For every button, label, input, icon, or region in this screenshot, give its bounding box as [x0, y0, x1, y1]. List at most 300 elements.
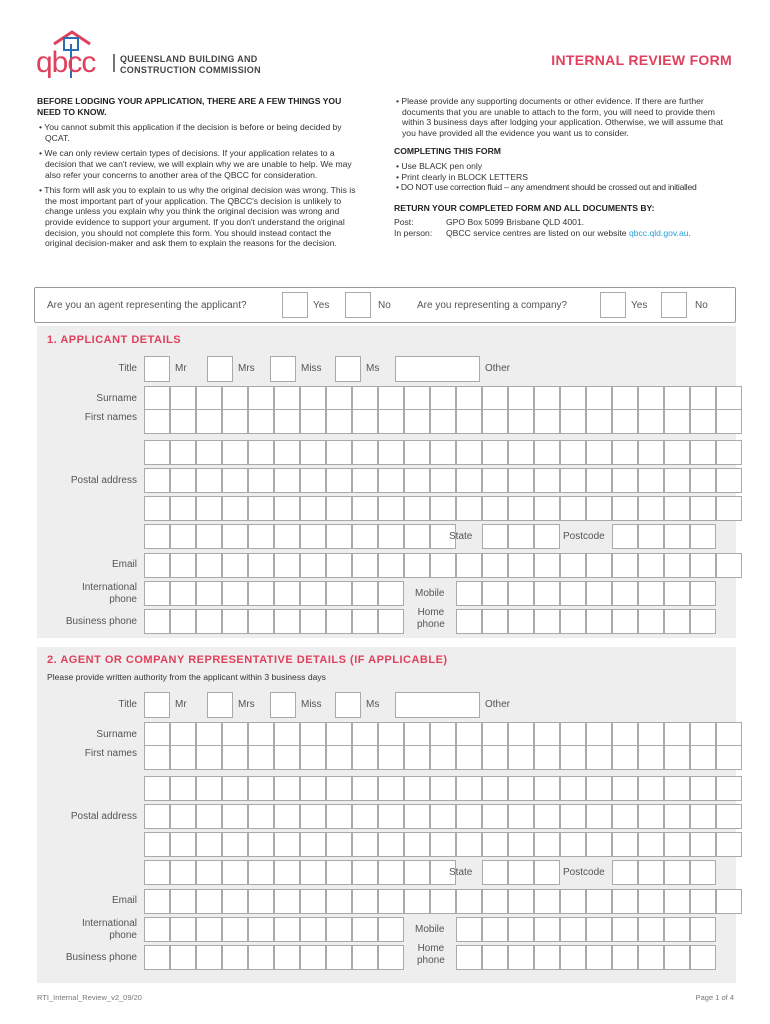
- applicant-surname-box[interactable]: [586, 386, 612, 411]
- agent-mobile-box[interactable]: [456, 917, 482, 942]
- agent-first-names-box[interactable]: [456, 745, 482, 770]
- applicant-first-names-box[interactable]: [248, 440, 274, 465]
- applicant-home-phone-box[interactable]: [612, 609, 638, 634]
- agent-business-phone-box[interactable]: [222, 945, 248, 970]
- agent-email-box[interactable]: [196, 889, 222, 914]
- applicant-email-box[interactable]: [534, 553, 560, 578]
- applicant-first-names-box[interactable]: [430, 409, 456, 434]
- applicant-postal-box[interactable]: [274, 496, 300, 521]
- agent-email-box[interactable]: [456, 889, 482, 914]
- agent-email-box[interactable]: [638, 889, 664, 914]
- agent-email-box[interactable]: [352, 889, 378, 914]
- applicant-surname-box[interactable]: [378, 386, 404, 411]
- agent-postal-box[interactable]: [690, 832, 716, 857]
- applicant-postal-box[interactable]: [170, 468, 196, 493]
- agent-intl-phone-box[interactable]: [352, 917, 378, 942]
- applicant-first-names-box[interactable]: [716, 440, 742, 465]
- applicant-email-box[interactable]: [482, 553, 508, 578]
- applicant-postcode-box[interactable]: [612, 524, 638, 549]
- applicant-postal-box[interactable]: [664, 468, 690, 493]
- agent-surname-box[interactable]: [248, 722, 274, 747]
- agent-first-names-box[interactable]: [612, 745, 638, 770]
- applicant-postal-box[interactable]: [664, 496, 690, 521]
- agent-surname-box[interactable]: [508, 722, 534, 747]
- applicant-email-box[interactable]: [638, 553, 664, 578]
- applicant-home-phone-box[interactable]: [456, 609, 482, 634]
- applicant-title-other-input[interactable]: [395, 356, 480, 382]
- agent-surname-box[interactable]: [274, 722, 300, 747]
- applicant-postal-box[interactable]: [248, 524, 274, 549]
- applicant-postal-box[interactable]: [482, 468, 508, 493]
- agent-home-phone-box[interactable]: [508, 945, 534, 970]
- agent-first-names-box[interactable]: [534, 776, 560, 801]
- applicant-postal-box[interactable]: [690, 468, 716, 493]
- agent-postal-box[interactable]: [456, 804, 482, 829]
- agent-postal-box[interactable]: [326, 832, 352, 857]
- agent-postal-box[interactable]: [716, 804, 742, 829]
- agent-first-names-box[interactable]: [430, 745, 456, 770]
- agent-mobile-box[interactable]: [560, 917, 586, 942]
- applicant-postal-box[interactable]: [144, 468, 170, 493]
- applicant-surname-box[interactable]: [274, 386, 300, 411]
- applicant-home-phone-box[interactable]: [690, 609, 716, 634]
- applicant-postal-box[interactable]: [300, 524, 326, 549]
- agent-postal-box[interactable]: [430, 832, 456, 857]
- agent-postcode-box[interactable]: [612, 860, 638, 885]
- agent-surname-box[interactable]: [612, 722, 638, 747]
- agent-home-phone-box[interactable]: [456, 945, 482, 970]
- agent-surname-box[interactable]: [456, 722, 482, 747]
- applicant-postal-box[interactable]: [430, 468, 456, 493]
- applicant-email-box[interactable]: [300, 553, 326, 578]
- agent-email-box[interactable]: [534, 889, 560, 914]
- applicant-email-box[interactable]: [690, 553, 716, 578]
- applicant-business-phone-box[interactable]: [300, 609, 326, 634]
- applicant-first-names-box[interactable]: [326, 440, 352, 465]
- applicant-business-phone-box[interactable]: [222, 609, 248, 634]
- applicant-first-names-box[interactable]: [560, 440, 586, 465]
- agent-mobile-box[interactable]: [612, 917, 638, 942]
- agent-mobile-box[interactable]: [638, 917, 664, 942]
- agent-first-names-box[interactable]: [664, 745, 690, 770]
- agent-intl-phone-box[interactable]: [222, 917, 248, 942]
- applicant-surname-box[interactable]: [222, 386, 248, 411]
- applicant-mobile-box[interactable]: [508, 581, 534, 606]
- agent-postal-box[interactable]: [378, 832, 404, 857]
- agent-postal-box[interactable]: [300, 832, 326, 857]
- agent-first-names-box[interactable]: [482, 776, 508, 801]
- applicant-intl-phone-box[interactable]: [378, 581, 404, 606]
- agent-postal-box[interactable]: [274, 804, 300, 829]
- agent-postal-box[interactable]: [352, 804, 378, 829]
- agent-surname-box[interactable]: [482, 722, 508, 747]
- agent-mobile-box[interactable]: [534, 917, 560, 942]
- agent-intl-phone-box[interactable]: [326, 917, 352, 942]
- agent-postal-box[interactable]: [378, 860, 404, 885]
- agent-email-box[interactable]: [378, 889, 404, 914]
- agent-first-names-box[interactable]: [690, 776, 716, 801]
- agent-postal-box[interactable]: [560, 832, 586, 857]
- applicant-postal-box[interactable]: [430, 496, 456, 521]
- applicant-first-names-box[interactable]: [690, 440, 716, 465]
- applicant-postal-box[interactable]: [508, 496, 534, 521]
- agent-first-names-box[interactable]: [196, 776, 222, 801]
- applicant-first-names-box[interactable]: [274, 440, 300, 465]
- applicant-first-names-box[interactable]: [170, 440, 196, 465]
- agent-postal-box[interactable]: [326, 860, 352, 885]
- applicant-email-box[interactable]: [378, 553, 404, 578]
- agent-first-names-box[interactable]: [534, 745, 560, 770]
- agent-email-box[interactable]: [508, 889, 534, 914]
- applicant-first-names-box[interactable]: [664, 409, 690, 434]
- agent-postal-box[interactable]: [144, 860, 170, 885]
- agent-surname-box[interactable]: [378, 722, 404, 747]
- applicant-mobile-box[interactable]: [534, 581, 560, 606]
- applicant-postal-box[interactable]: [404, 524, 430, 549]
- agent-title-miss-checkbox[interactable]: [270, 692, 296, 718]
- agent-first-names-box[interactable]: [144, 776, 170, 801]
- applicant-state-box[interactable]: [508, 524, 534, 549]
- agent-home-phone-box[interactable]: [534, 945, 560, 970]
- applicant-title-mr-checkbox[interactable]: [144, 356, 170, 382]
- agent-postal-box[interactable]: [144, 832, 170, 857]
- applicant-mobile-box[interactable]: [664, 581, 690, 606]
- agent-postal-box[interactable]: [534, 804, 560, 829]
- applicant-postal-box[interactable]: [586, 496, 612, 521]
- applicant-first-names-box[interactable]: [222, 409, 248, 434]
- applicant-postal-box[interactable]: [170, 496, 196, 521]
- applicant-first-names-box[interactable]: [378, 409, 404, 434]
- applicant-surname-box[interactable]: [196, 386, 222, 411]
- agent-home-phone-box[interactable]: [560, 945, 586, 970]
- applicant-surname-box[interactable]: [534, 386, 560, 411]
- agent-intl-phone-box[interactable]: [248, 917, 274, 942]
- agent-postal-box[interactable]: [482, 832, 508, 857]
- applicant-postal-box[interactable]: [716, 468, 742, 493]
- agent-postal-box[interactable]: [586, 804, 612, 829]
- applicant-first-names-box[interactable]: [508, 409, 534, 434]
- agent-email-box[interactable]: [586, 889, 612, 914]
- applicant-postal-box[interactable]: [404, 496, 430, 521]
- applicant-surname-box[interactable]: [690, 386, 716, 411]
- agent-first-names-box[interactable]: [690, 745, 716, 770]
- agent-first-names-box[interactable]: [716, 745, 742, 770]
- agent-first-names-box[interactable]: [508, 776, 534, 801]
- applicant-postal-box[interactable]: [378, 496, 404, 521]
- applicant-surname-box[interactable]: [352, 386, 378, 411]
- agent-no-checkbox[interactable]: [345, 292, 371, 318]
- applicant-postal-box[interactable]: [534, 468, 560, 493]
- agent-first-names-box[interactable]: [222, 745, 248, 770]
- agent-postcode-box[interactable]: [690, 860, 716, 885]
- applicant-postcode-box[interactable]: [690, 524, 716, 549]
- agent-surname-box[interactable]: [586, 722, 612, 747]
- agent-email-box[interactable]: [404, 889, 430, 914]
- applicant-first-names-box[interactable]: [612, 409, 638, 434]
- agent-email-box[interactable]: [482, 889, 508, 914]
- agent-intl-phone-box[interactable]: [170, 917, 196, 942]
- applicant-email-box[interactable]: [430, 553, 456, 578]
- agent-surname-box[interactable]: [222, 722, 248, 747]
- applicant-surname-box[interactable]: [638, 386, 664, 411]
- applicant-surname-box[interactable]: [612, 386, 638, 411]
- applicant-email-box[interactable]: [586, 553, 612, 578]
- agent-surname-box[interactable]: [300, 722, 326, 747]
- applicant-surname-box[interactable]: [716, 386, 742, 411]
- applicant-postal-box[interactable]: [274, 468, 300, 493]
- agent-postcode-box[interactable]: [638, 860, 664, 885]
- applicant-email-box[interactable]: [248, 553, 274, 578]
- applicant-mobile-box[interactable]: [612, 581, 638, 606]
- applicant-first-names-box[interactable]: [248, 409, 274, 434]
- applicant-postal-box[interactable]: [144, 496, 170, 521]
- agent-first-names-box[interactable]: [586, 745, 612, 770]
- agent-home-phone-box[interactable]: [664, 945, 690, 970]
- agent-first-names-box[interactable]: [144, 745, 170, 770]
- agent-first-names-box[interactable]: [716, 776, 742, 801]
- agent-business-phone-box[interactable]: [326, 945, 352, 970]
- agent-email-box[interactable]: [300, 889, 326, 914]
- agent-surname-box[interactable]: [352, 722, 378, 747]
- applicant-first-names-box[interactable]: [482, 440, 508, 465]
- agent-surname-box[interactable]: [326, 722, 352, 747]
- agent-first-names-box[interactable]: [248, 745, 274, 770]
- applicant-first-names-box[interactable]: [144, 440, 170, 465]
- applicant-title-miss-checkbox[interactable]: [270, 356, 296, 382]
- agent-first-names-box[interactable]: [274, 745, 300, 770]
- agent-title-mrs-checkbox[interactable]: [207, 692, 233, 718]
- applicant-first-names-box[interactable]: [456, 409, 482, 434]
- applicant-postal-box[interactable]: [326, 468, 352, 493]
- applicant-postal-box[interactable]: [638, 496, 664, 521]
- applicant-business-phone-box[interactable]: [196, 609, 222, 634]
- applicant-email-box[interactable]: [196, 553, 222, 578]
- applicant-postal-box[interactable]: [456, 468, 482, 493]
- applicant-first-names-box[interactable]: [222, 440, 248, 465]
- agent-first-names-box[interactable]: [404, 776, 430, 801]
- applicant-postal-box[interactable]: [352, 468, 378, 493]
- agent-business-phone-box[interactable]: [274, 945, 300, 970]
- applicant-intl-phone-box[interactable]: [144, 581, 170, 606]
- applicant-first-names-box[interactable]: [534, 409, 560, 434]
- applicant-first-names-box[interactable]: [716, 409, 742, 434]
- agent-postal-box[interactable]: [222, 804, 248, 829]
- applicant-first-names-box[interactable]: [482, 409, 508, 434]
- applicant-postal-box[interactable]: [196, 468, 222, 493]
- applicant-postal-box[interactable]: [300, 468, 326, 493]
- agent-email-box[interactable]: [612, 889, 638, 914]
- agent-postal-box[interactable]: [170, 832, 196, 857]
- applicant-postal-box[interactable]: [560, 468, 586, 493]
- agent-postal-box[interactable]: [196, 832, 222, 857]
- agent-email-box[interactable]: [326, 889, 352, 914]
- agent-postal-box[interactable]: [352, 832, 378, 857]
- agent-postal-box[interactable]: [404, 860, 430, 885]
- agent-first-names-box[interactable]: [638, 776, 664, 801]
- agent-first-names-box[interactable]: [560, 745, 586, 770]
- agent-title-other-input[interactable]: [395, 692, 480, 718]
- agent-intl-phone-box[interactable]: [274, 917, 300, 942]
- agent-postal-box[interactable]: [560, 804, 586, 829]
- agent-postal-box[interactable]: [248, 804, 274, 829]
- applicant-postal-box[interactable]: [690, 496, 716, 521]
- agent-first-names-box[interactable]: [352, 776, 378, 801]
- agent-first-names-box[interactable]: [196, 745, 222, 770]
- agent-postal-box[interactable]: [144, 804, 170, 829]
- agent-first-names-box[interactable]: [170, 745, 196, 770]
- agent-postal-box[interactable]: [222, 832, 248, 857]
- applicant-postal-box[interactable]: [222, 468, 248, 493]
- agent-first-names-box[interactable]: [586, 776, 612, 801]
- agent-postal-box[interactable]: [508, 832, 534, 857]
- agent-home-phone-box[interactable]: [482, 945, 508, 970]
- applicant-postal-box[interactable]: [352, 524, 378, 549]
- applicant-business-phone-box[interactable]: [144, 609, 170, 634]
- applicant-first-names-box[interactable]: [690, 409, 716, 434]
- applicant-first-names-box[interactable]: [378, 440, 404, 465]
- applicant-business-phone-box[interactable]: [378, 609, 404, 634]
- applicant-first-names-box[interactable]: [586, 440, 612, 465]
- agent-business-phone-box[interactable]: [170, 945, 196, 970]
- agent-first-names-box[interactable]: [326, 745, 352, 770]
- applicant-surname-box[interactable]: [482, 386, 508, 411]
- agent-yes-checkbox[interactable]: [282, 292, 308, 318]
- agent-postal-box[interactable]: [300, 860, 326, 885]
- applicant-first-names-box[interactable]: [326, 409, 352, 434]
- applicant-first-names-box[interactable]: [638, 409, 664, 434]
- applicant-postal-box[interactable]: [612, 496, 638, 521]
- agent-surname-box[interactable]: [664, 722, 690, 747]
- agent-postal-box[interactable]: [352, 860, 378, 885]
- agent-postal-box[interactable]: [638, 832, 664, 857]
- agent-surname-box[interactable]: [638, 722, 664, 747]
- applicant-first-names-box[interactable]: [144, 409, 170, 434]
- agent-postal-box[interactable]: [196, 860, 222, 885]
- applicant-first-names-box[interactable]: [300, 409, 326, 434]
- applicant-home-phone-box[interactable]: [534, 609, 560, 634]
- agent-title-ms-checkbox[interactable]: [335, 692, 361, 718]
- agent-postal-box[interactable]: [222, 860, 248, 885]
- applicant-email-box[interactable]: [222, 553, 248, 578]
- agent-postal-box[interactable]: [404, 832, 430, 857]
- applicant-email-box[interactable]: [664, 553, 690, 578]
- applicant-first-names-box[interactable]: [586, 409, 612, 434]
- agent-postal-box[interactable]: [664, 804, 690, 829]
- agent-business-phone-box[interactable]: [352, 945, 378, 970]
- applicant-first-names-box[interactable]: [560, 409, 586, 434]
- agent-email-box[interactable]: [560, 889, 586, 914]
- applicant-surname-box[interactable]: [456, 386, 482, 411]
- applicant-surname-box[interactable]: [404, 386, 430, 411]
- agent-title-mr-checkbox[interactable]: [144, 692, 170, 718]
- applicant-surname-box[interactable]: [664, 386, 690, 411]
- agent-surname-box[interactable]: [144, 722, 170, 747]
- agent-home-phone-box[interactable]: [690, 945, 716, 970]
- applicant-business-phone-box[interactable]: [274, 609, 300, 634]
- applicant-home-phone-box[interactable]: [586, 609, 612, 634]
- agent-first-names-box[interactable]: [430, 776, 456, 801]
- applicant-first-names-box[interactable]: [196, 440, 222, 465]
- agent-state-box[interactable]: [534, 860, 560, 885]
- agent-first-names-box[interactable]: [508, 745, 534, 770]
- agent-first-names-box[interactable]: [300, 776, 326, 801]
- applicant-home-phone-box[interactable]: [638, 609, 664, 634]
- agent-first-names-box[interactable]: [222, 776, 248, 801]
- agent-postcode-box[interactable]: [664, 860, 690, 885]
- applicant-email-box[interactable]: [456, 553, 482, 578]
- applicant-postal-box[interactable]: [378, 524, 404, 549]
- applicant-first-names-box[interactable]: [430, 440, 456, 465]
- applicant-first-names-box[interactable]: [300, 440, 326, 465]
- agent-email-box[interactable]: [664, 889, 690, 914]
- agent-intl-phone-box[interactable]: [196, 917, 222, 942]
- agent-home-phone-box[interactable]: [638, 945, 664, 970]
- agent-mobile-box[interactable]: [690, 917, 716, 942]
- agent-email-box[interactable]: [690, 889, 716, 914]
- agent-first-names-box[interactable]: [378, 745, 404, 770]
- agent-postal-box[interactable]: [300, 804, 326, 829]
- agent-first-names-box[interactable]: [664, 776, 690, 801]
- agent-postal-box[interactable]: [534, 832, 560, 857]
- agent-state-box[interactable]: [508, 860, 534, 885]
- applicant-first-names-box[interactable]: [170, 409, 196, 434]
- applicant-first-names-box[interactable]: [274, 409, 300, 434]
- applicant-state-box[interactable]: [534, 524, 560, 549]
- agent-email-box[interactable]: [248, 889, 274, 914]
- agent-postal-box[interactable]: [482, 804, 508, 829]
- applicant-postal-box[interactable]: [326, 524, 352, 549]
- applicant-postal-box[interactable]: [612, 468, 638, 493]
- agent-first-names-box[interactable]: [560, 776, 586, 801]
- applicant-intl-phone-box[interactable]: [170, 581, 196, 606]
- applicant-first-names-box[interactable]: [196, 409, 222, 434]
- applicant-postal-box[interactable]: [170, 524, 196, 549]
- applicant-postal-box[interactable]: [404, 468, 430, 493]
- agent-first-names-box[interactable]: [170, 776, 196, 801]
- applicant-first-names-box[interactable]: [508, 440, 534, 465]
- applicant-postal-box[interactable]: [222, 496, 248, 521]
- company-yes-checkbox[interactable]: [600, 292, 626, 318]
- applicant-surname-box[interactable]: [560, 386, 586, 411]
- agent-first-names-box[interactable]: [404, 745, 430, 770]
- agent-postal-box[interactable]: [196, 804, 222, 829]
- applicant-home-phone-box[interactable]: [560, 609, 586, 634]
- applicant-mobile-box[interactable]: [638, 581, 664, 606]
- applicant-first-names-box[interactable]: [664, 440, 690, 465]
- applicant-intl-phone-box[interactable]: [274, 581, 300, 606]
- applicant-postal-box[interactable]: [378, 468, 404, 493]
- applicant-surname-box[interactable]: [248, 386, 274, 411]
- applicant-postal-box[interactable]: [482, 496, 508, 521]
- applicant-surname-box[interactable]: [326, 386, 352, 411]
- applicant-surname-box[interactable]: [300, 386, 326, 411]
- agent-surname-box[interactable]: [534, 722, 560, 747]
- agent-first-names-box[interactable]: [300, 745, 326, 770]
- agent-surname-box[interactable]: [404, 722, 430, 747]
- agent-postal-box[interactable]: [664, 832, 690, 857]
- applicant-postal-box[interactable]: [196, 524, 222, 549]
- agent-first-names-box[interactable]: [248, 776, 274, 801]
- applicant-intl-phone-box[interactable]: [300, 581, 326, 606]
- agent-postal-box[interactable]: [586, 832, 612, 857]
- applicant-mobile-box[interactable]: [586, 581, 612, 606]
- agent-postal-box[interactable]: [326, 804, 352, 829]
- applicant-first-names-box[interactable]: [352, 409, 378, 434]
- agent-email-box[interactable]: [274, 889, 300, 914]
- agent-first-names-box[interactable]: [638, 745, 664, 770]
- applicant-intl-phone-box[interactable]: [196, 581, 222, 606]
- applicant-email-box[interactable]: [326, 553, 352, 578]
